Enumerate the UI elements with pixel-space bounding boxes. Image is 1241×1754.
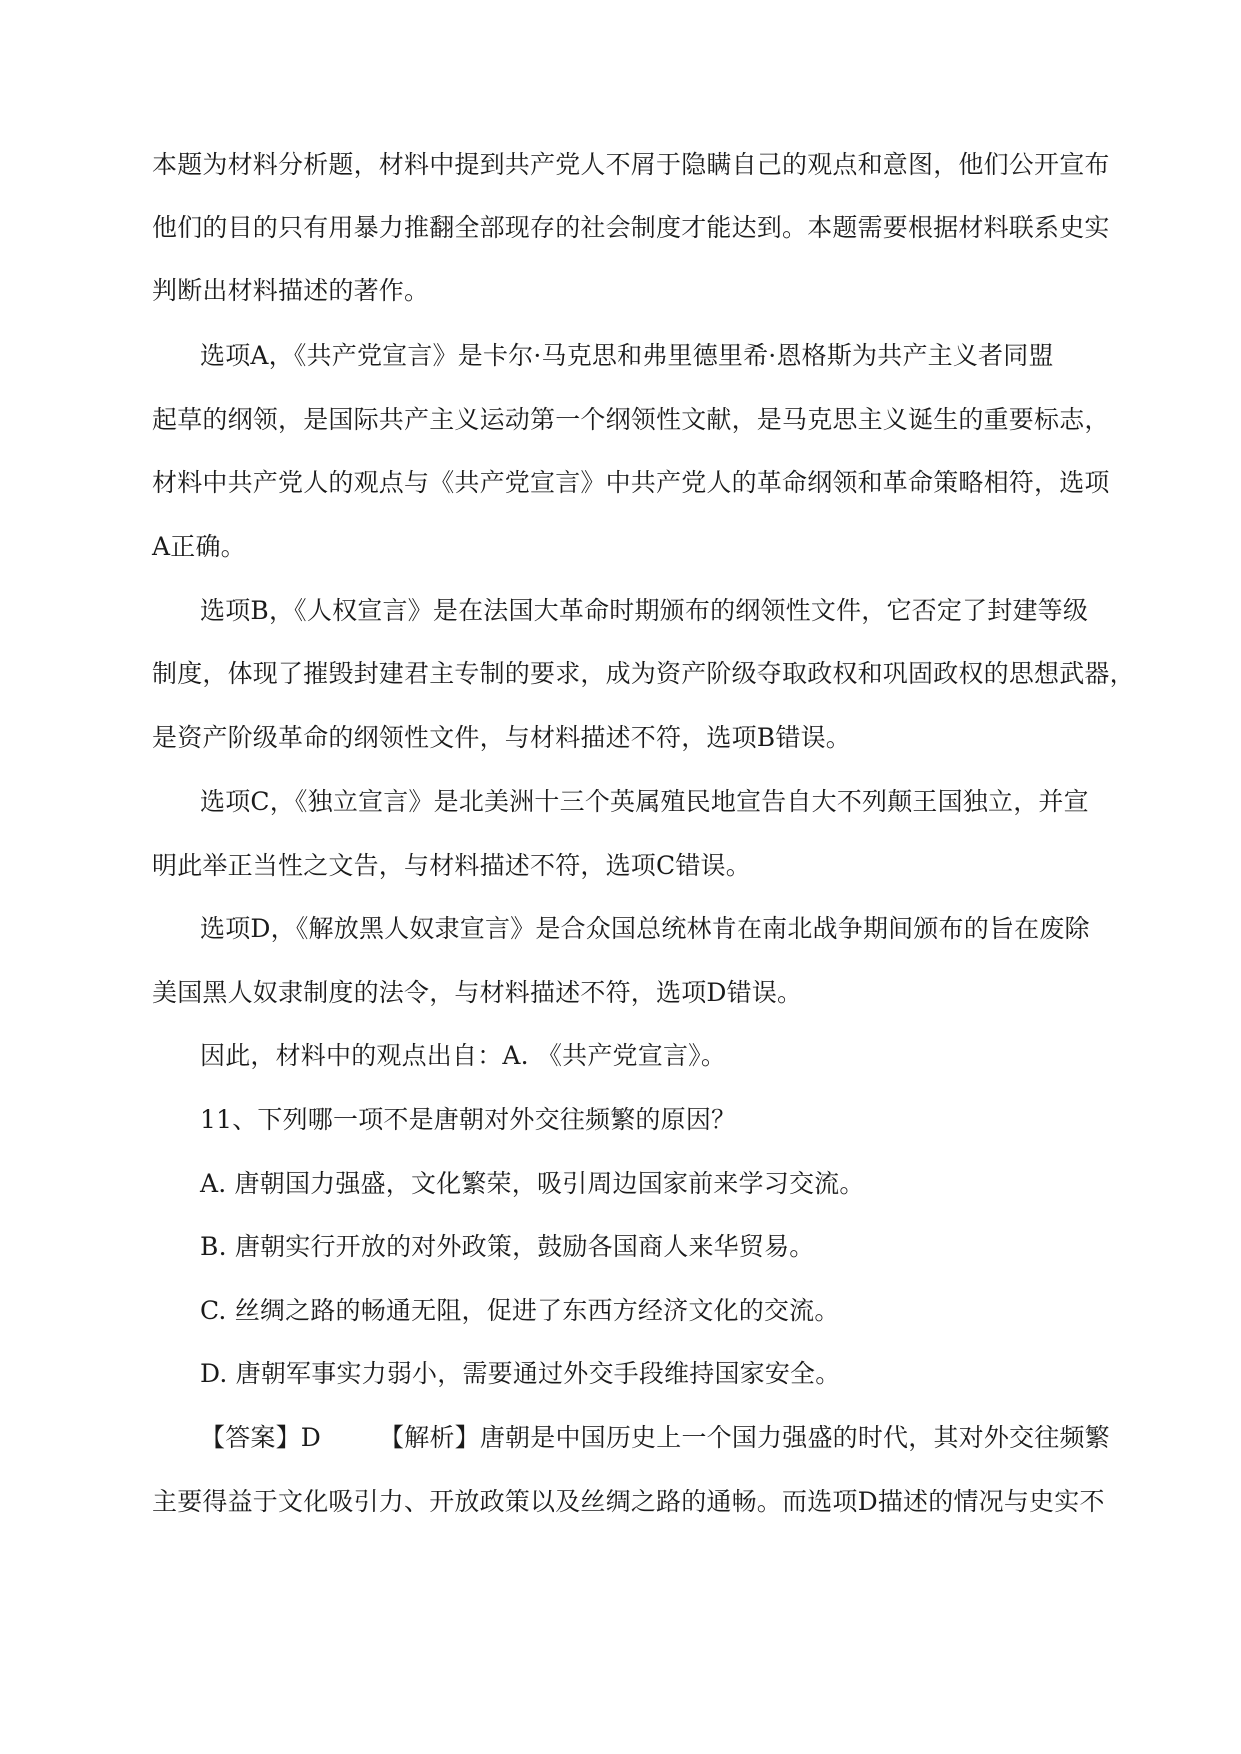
paragraph-line: 选项A，《共产党宣言》是卡尔·马克思和弗里德里希·恩格斯为共产主义者同盟 bbox=[200, 341, 1054, 370]
answer-label: 【答案】D bbox=[200, 1423, 322, 1452]
conclusion-line: 因此，材料中的观点出自：A. 《共产党宣言》。 bbox=[200, 1041, 727, 1070]
paragraph-line: 起草的纲领，是国际共产主义运动第一个纲领性文献，是马克思主义诞生的重要标志， bbox=[152, 405, 1110, 434]
paragraph-line: 判断出材料描述的著作。 bbox=[152, 276, 430, 305]
paragraph-line: 选项D，《解放黑人奴隶宣言》是合众国总统林肯在南北战争期间颁布的旨在废除 bbox=[200, 914, 1090, 943]
paragraph-line: 制度，体现了摧毁封建君主专制的要求，成为资产阶级夺取政权和巩固政权的思想武器， bbox=[152, 659, 1135, 688]
analysis-text: 【解析】唐朝是中国历史上一个国力强盛的时代，其对外交往频繁 bbox=[379, 1423, 1110, 1452]
option-a: A. 唐朝国力强盛，文化繁荣，吸引周边国家前来学习交流。 bbox=[200, 1169, 865, 1198]
paragraph-line: 是资产阶级革命的纲领性文件，与材料描述不符，选项B错误。 bbox=[152, 723, 851, 752]
paragraph-line: 他们的目的只有用暴力推翻全部现存的社会制度才能达到。本题需要根据材料联系史实 bbox=[152, 213, 1110, 242]
paragraph-line: 明此举正当性之文告，与材料描述不符，选项C错误。 bbox=[152, 851, 751, 880]
paragraph-line: 选项C，《独立宣言》是北美洲十三个英属殖民地宣告自大不列颠王国独立，并宣 bbox=[200, 787, 1089, 816]
option-b: B. 唐朝实行开放的对外政策，鼓励各国商人来华贸易。 bbox=[200, 1232, 815, 1261]
paragraph-line: 选项B，《人权宣言》是在法国大革命时期颁布的纲领性文件，它否定了封建等级 bbox=[200, 596, 1089, 625]
option-c: C. 丝绸之路的畅通无阻，促进了东西方经济文化的交流。 bbox=[200, 1296, 840, 1325]
option-d: D. 唐朝军事实力弱小，需要通过外交手段维持国家安全。 bbox=[200, 1359, 841, 1388]
analysis-line: 主要得益于文化吸引力、开放政策以及丝绸之路的通畅。而选项D描述的情况与史实不 bbox=[152, 1487, 1105, 1516]
question-title: 11、下列哪一项不是唐朝对外交往频繁的原因？ bbox=[200, 1105, 737, 1134]
paragraph-line: A正确。 bbox=[152, 532, 246, 561]
paragraph-line: 美国黑人奴隶制度的法令，与材料描述不符，选项D错误。 bbox=[152, 978, 803, 1007]
paragraph-line: 材料中共产党人的观点与《共产党宣言》中共产党人的革命纲领和革命策略相符，选项 bbox=[152, 468, 1110, 497]
paragraph-line: 本题为材料分析题，材料中提到共产党人不屑于隐瞒自己的观点和意图，他们公开宣布 bbox=[152, 150, 1110, 179]
answer-analysis-line bbox=[200, 1421, 1110, 1455]
